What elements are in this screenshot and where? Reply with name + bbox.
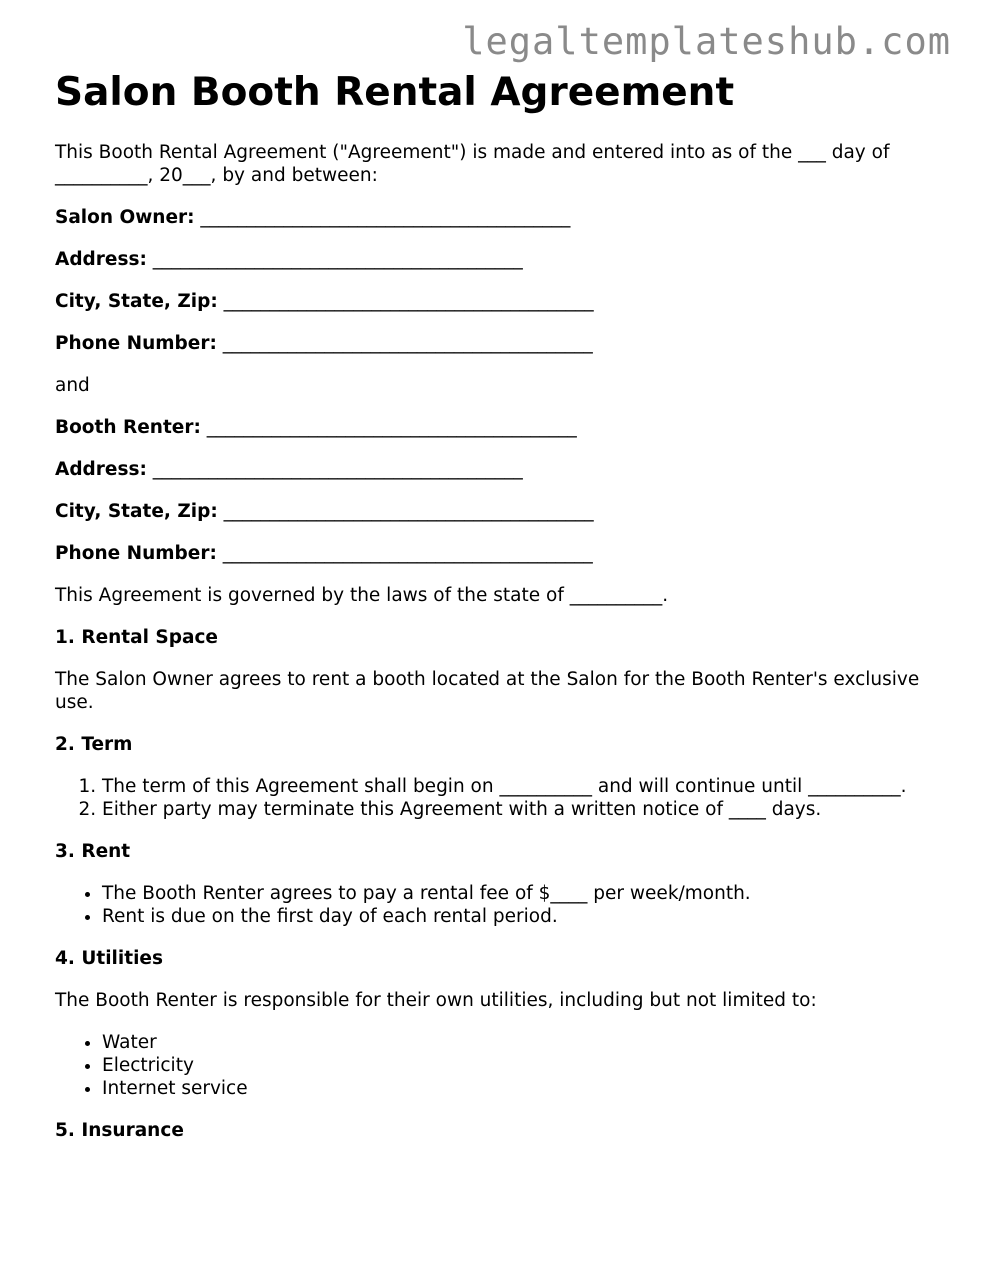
booth-renter-field <box>55 416 935 439</box>
renter-phone-field <box>55 542 935 565</box>
rent-list <box>55 882 935 928</box>
rent-item-fee: • The Booth Renter agrees to pay a rental fee of $____ per week/month. <box>102 882 935 905</box>
intro-paragraph: This Booth Rental Agreement ("Agreement") is made and entered into as of the ___ day of __________, 20___, by and between: <box>55 142 890 186</box>
utility-item-water: • Water <box>102 1031 935 1054</box>
owner-address-blank: ________________________________________ <box>146 249 523 270</box>
utility-item-electricity: • Electricity <box>102 1054 935 1077</box>
salon-owner-blank: ________________________________________ <box>194 207 571 228</box>
utilities-list <box>55 1031 935 1100</box>
watermark-text: legaltemplateshub.com <box>462 20 951 63</box>
document-title: Salon Booth Rental Agreement <box>55 70 735 115</box>
owner-city-label: City, State, Zip: <box>55 291 218 312</box>
governing-law-paragraph: This Agreement is governed by the laws of the state of __________. <box>55 585 669 606</box>
document-body <box>55 70 935 1142</box>
owner-phone-blank: ________________________________________ <box>216 333 593 354</box>
section-heading-rental-space: 1. Rental Space <box>55 627 218 648</box>
owner-address-label: Address: <box>55 249 147 270</box>
and-text: and <box>55 375 90 396</box>
salon-owner-label: Salon Owner: <box>55 207 195 228</box>
term-list <box>55 775 935 821</box>
renter-city-field <box>55 500 935 523</box>
salon-owner-field <box>55 206 935 229</box>
section-heading-insurance: 5. Insurance <box>55 1120 184 1141</box>
owner-phone-label: Phone Number: <box>55 333 217 354</box>
term-item-termination: 2. Either party may terminate this Agreement with a written notice of ____ days. <box>102 798 935 821</box>
owner-address-field <box>55 248 935 271</box>
rental-space-paragraph: The Salon Owner agrees to rent a booth located at the Salon for the Booth Renter's exclusive use. <box>55 669 920 713</box>
booth-renter-label: Booth Renter: <box>55 417 201 438</box>
section-heading-rent: 3. Rent <box>55 841 131 862</box>
owner-city-blank: ________________________________________ <box>217 291 594 312</box>
renter-address-blank: ________________________________________ <box>146 459 523 480</box>
renter-phone-label: Phone Number: <box>55 543 217 564</box>
utilities-paragraph: The Booth Renter is responsible for their own utilities, including but not limited to: <box>55 990 817 1011</box>
owner-phone-field <box>55 332 935 355</box>
renter-city-blank: ________________________________________ <box>217 501 594 522</box>
renter-address-field <box>55 458 935 481</box>
term-item-start: 1. The term of this Agreement shall begin on __________ and will continue until __________. <box>102 775 935 798</box>
section-heading-utilities: 4. Utilities <box>55 948 163 969</box>
booth-renter-blank: ________________________________________ <box>200 417 577 438</box>
utility-item-internet: • Internet service <box>102 1077 935 1100</box>
owner-city-field <box>55 290 935 313</box>
renter-city-label: City, State, Zip: <box>55 501 218 522</box>
rent-item-due-date: • Rent is due on the first day of each rental period. <box>102 905 935 928</box>
renter-phone-blank: ________________________________________ <box>216 543 593 564</box>
section-heading-term: 2. Term <box>55 734 133 755</box>
renter-address-label: Address: <box>55 459 147 480</box>
